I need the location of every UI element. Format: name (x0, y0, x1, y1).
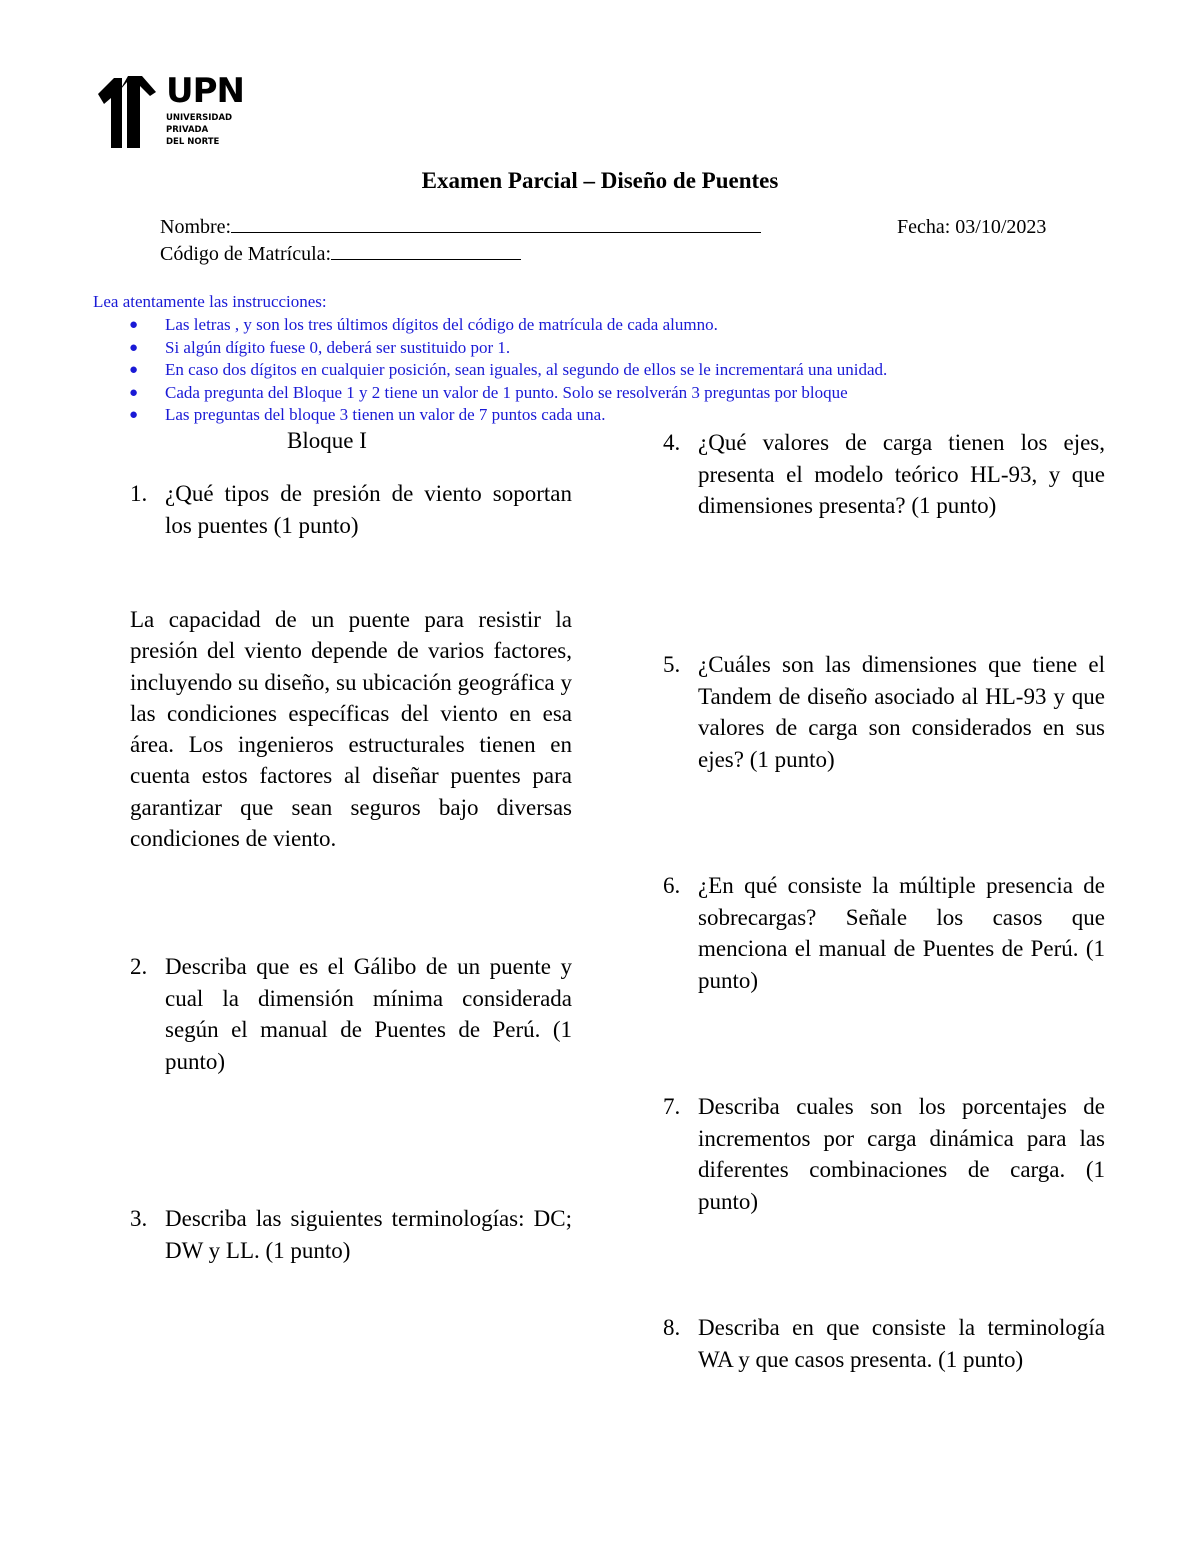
codigo-label: Código de Matrícula: (160, 243, 332, 265)
question-number: 3. (130, 1206, 148, 1231)
upn-arrow-icon (98, 72, 160, 152)
question-text: Describa las siguientes terminologías: DC; DW y LL. (1 punto) (165, 1206, 572, 1263)
bullet-icon: ● (129, 384, 139, 401)
question-number: 1. (130, 481, 148, 506)
question-7 (663, 1091, 1105, 1217)
exam-title: Examen Parcial – Diseño de Puentes (421, 168, 779, 193)
instruction-item: ● Cada pregunta del Bloque 1 y 2 tiene un valor de 1 punto. Solo se resolverán 3 preguntas por bloque (93, 382, 887, 405)
bullet-icon: ● (129, 317, 139, 333)
question-text: ¿Cuáles son las dimensiones que tiene el Tandem de diseño asociado al HL-93 y que valores de carga son considerados en sus ejes? (1 punto) (698, 652, 1105, 772)
question-number: 2. (130, 954, 148, 979)
logo-wordmark: UPN (166, 71, 244, 111)
codigo-line[interactable] (331, 243, 521, 260)
codigo-field[interactable] (160, 243, 521, 266)
bullet-icon: ● (129, 407, 139, 423)
question-3 (130, 1203, 572, 1266)
question-number: 4. (663, 430, 681, 455)
question-text: Describa cuales son los porcentajes de incrementos por carga dinámica para las diferentes combinaciones de carga. (1 punto) (698, 1094, 1105, 1214)
question-number: 8. (663, 1315, 681, 1340)
question-text: Describa que es el Gálibo de un puente y cual la dimensión mínima considerada según el manual de Puentes de Perú. (1 punto) (165, 954, 572, 1074)
answer-1: La capacidad de un puente para resistir la presión del viento depende de varios factores, incluyendo su diseño, su ubicación geográfica y las condiciones específicas del viento en esa área. Los ingenieros estructurales tienen en cuenta estos factores al diseñar puentes para garantizar que sean seguros bajo diversas condiciones de viento. (130, 607, 572, 852)
instruction-item: ● Si algún dígito fuese 0, deberá ser sustituido por 1. (93, 337, 887, 360)
instructions-list (93, 314, 887, 427)
question-1 (130, 478, 572, 541)
block-heading: Bloque I (287, 428, 367, 453)
instruction-item: ● En caso dos dígitos en cualquier posición, sean iguales, al segundo de ellos se le incrementará una unidad. (93, 359, 887, 382)
logo-subtitle: UNIVERSIDAD PRIVADA DEL NORTE (166, 113, 233, 147)
upn-logo (98, 71, 244, 152)
question-text: Describa en que consiste la terminología WA y que casos presenta. (1 punto) (698, 1315, 1105, 1372)
instructions (93, 290, 887, 427)
question-text: ¿En qué consiste la múltiple presencia de sobrecargas? Señale los casos que menciona el manual de Puentes de Perú. (1 punto) (698, 873, 1105, 993)
fecha-text: Fecha: 03/10/2023 (897, 216, 1047, 238)
question-text: ¿Qué valores de carga tienen los ejes, presenta el modelo teórico HL-93, y que dimensiones presenta? (1 punto) (698, 430, 1105, 518)
question-number: 7. (663, 1094, 681, 1119)
question-text: ¿Qué tipos de presión de viento soportan los puentes (1 punto) (165, 481, 572, 538)
question-2 (130, 951, 572, 1077)
nombre-label: Nombre: (160, 216, 232, 238)
nombre-field[interactable] (160, 216, 761, 239)
question-6 (663, 870, 1105, 996)
question-4 (663, 427, 1105, 522)
instruction-item: ● Las preguntas del bloque 3 tienen un valor de 7 puntos cada una. (93, 404, 887, 427)
bullet-icon: ● (129, 362, 139, 378)
bullet-icon: ● (129, 339, 139, 356)
question-5 (663, 649, 1105, 775)
question-8 (663, 1312, 1105, 1375)
nombre-line[interactable] (231, 216, 761, 233)
instructions-title: Lea atentamente las instrucciones: (93, 292, 327, 311)
question-number: 5. (663, 652, 681, 677)
question-number: 6. (663, 873, 681, 898)
instruction-item: ● Las letras , y son los tres últimos dígitos del código de matrícula de cada alumno. (93, 314, 887, 337)
